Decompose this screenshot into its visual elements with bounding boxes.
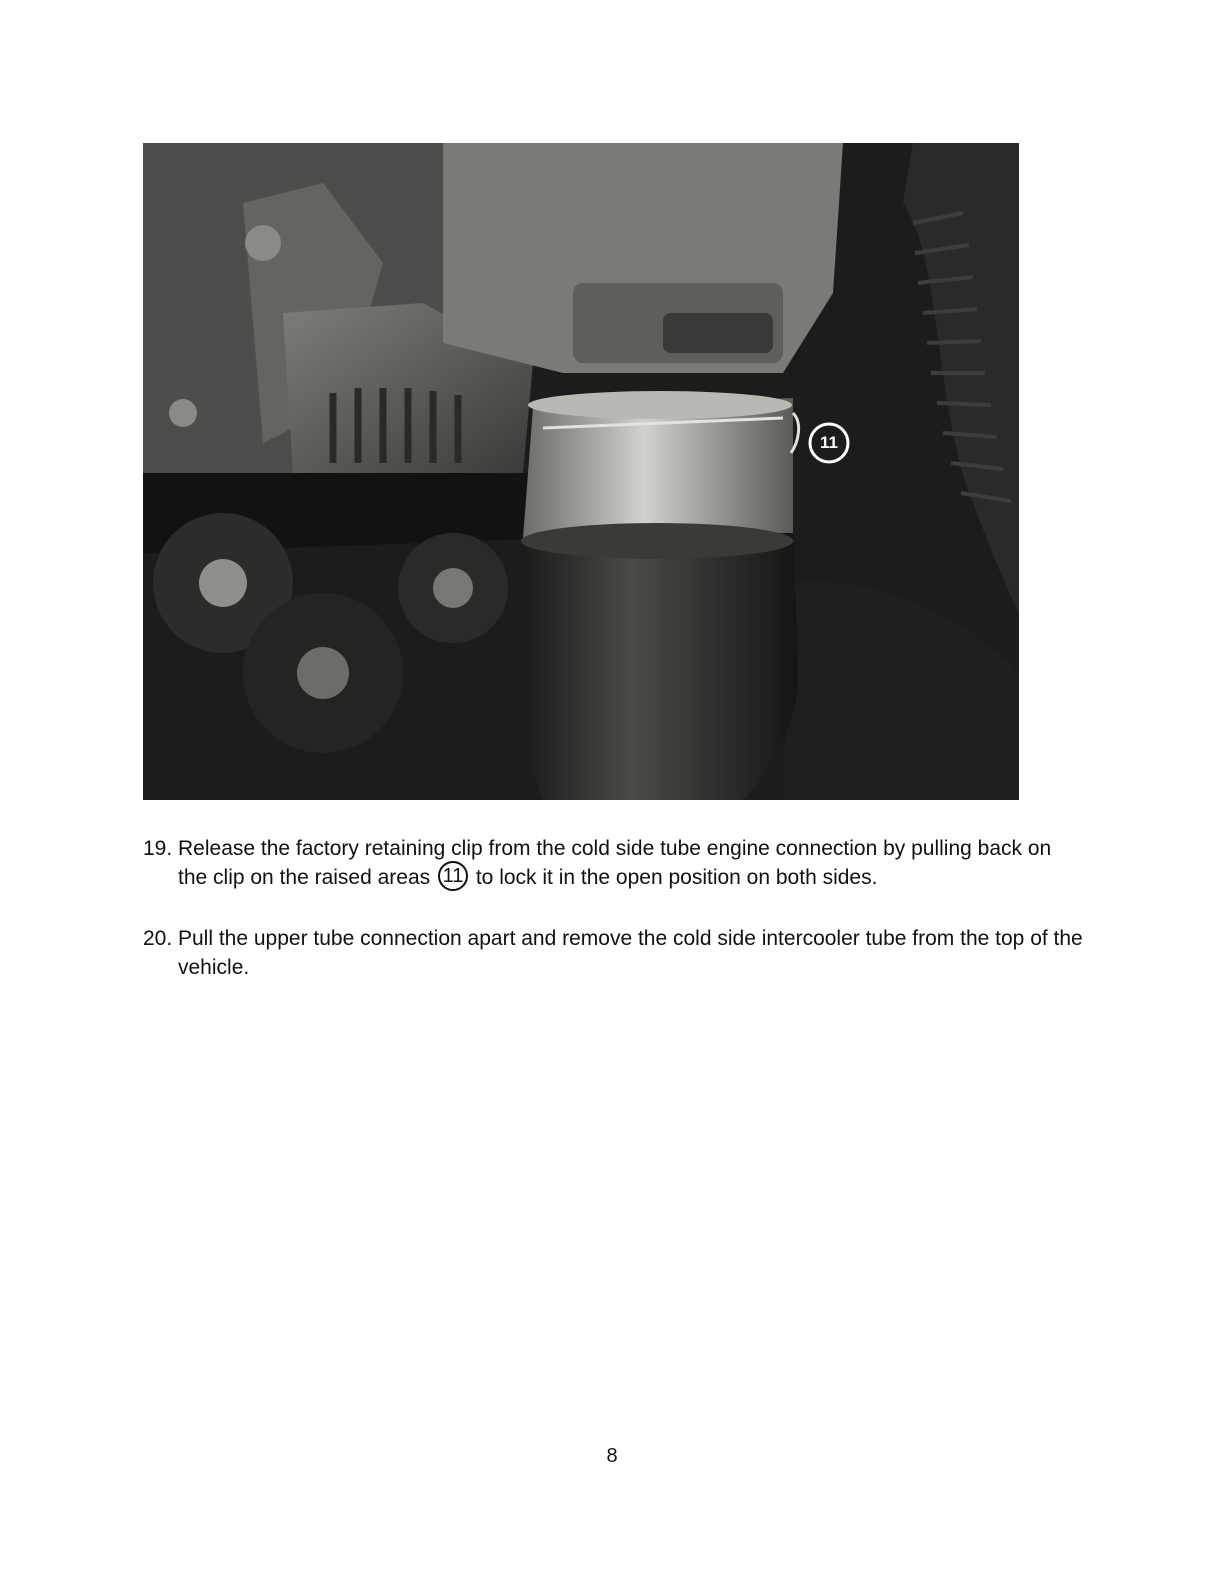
step-number: 20. (143, 927, 173, 951)
step-text-continued: to lock it in the open position on both sides. (475, 866, 878, 889)
step-number: 19. (143, 837, 173, 860)
engine-photo-illustration (143, 143, 1019, 800)
step-text: Release the factory retaining clip from the cold side tube engine connection by pulling back on the clip on the raised areas (178, 837, 1052, 889)
instruction-list (143, 834, 1083, 1013)
callout-reference: 11 (438, 861, 468, 891)
instruction-step (143, 834, 1083, 893)
photo-callout-label: 11 (820, 433, 838, 452)
step-text: Pull the upper tube connection apart and remove the cold side intercooler tube from the top of the vehicle. (178, 927, 1083, 980)
page-number: 8 (606, 1445, 618, 1467)
engine-photo (143, 143, 1019, 800)
instruction-step (143, 924, 1083, 982)
